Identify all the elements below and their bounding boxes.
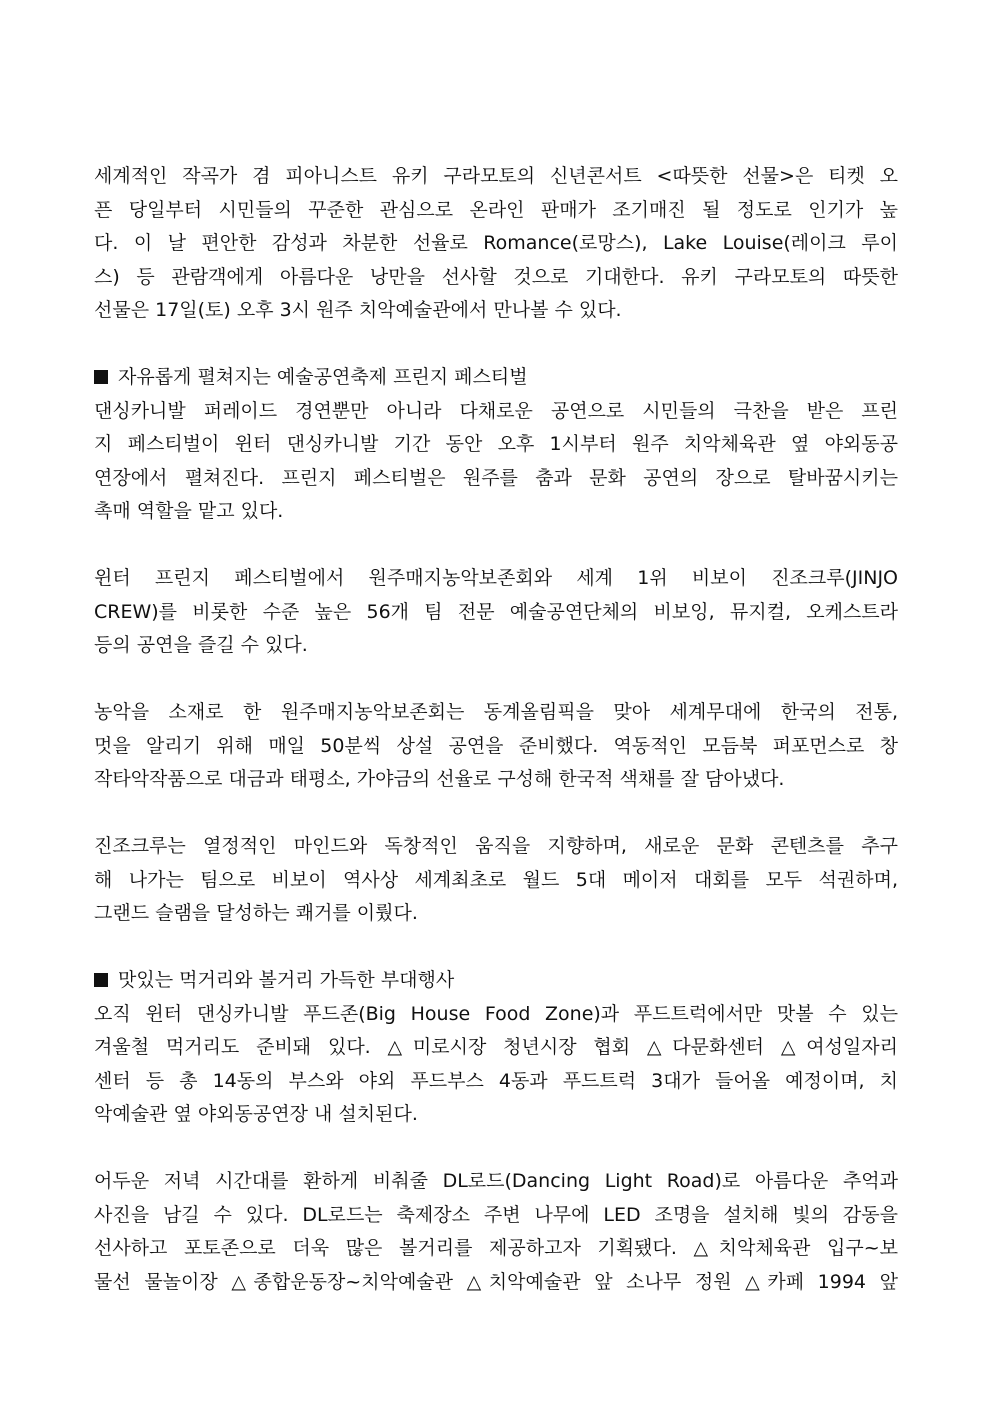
text-line: 선사하고 포토존으로 더욱 많은 볼거리를 제공하고자 기획됐다. △치악체육관 입구~보 (94, 1237, 898, 1259)
paragraph-spacer (94, 328, 898, 362)
paragraph-food-zone (94, 998, 898, 1132)
paragraph-spacer (94, 931, 898, 965)
text-line: CREW)를 비롯한 수준 높은 56개 팀 전문 예술공연단체의 비보잉, 뮤지컬, 오케스트라 (94, 600, 898, 623)
text-line: 센터 등 총 14동의 부스와 야외 푸드부스 4동과 푸드트럭 3대가 들어올 예정이며, 치 (94, 1069, 898, 1092)
text-line: 어두운 저녁 시간대를 환하게 비춰줄 DL로드(Dancing Light Road)로 아름다운 추억과 (94, 1170, 898, 1192)
paragraph-concert (94, 160, 898, 328)
text-line: 댄싱카니발 퍼레이드 경연뿐만 아니라 다채로운 공연으로 시민들의 극찬을 받은 프린 (94, 399, 898, 422)
text-line: 픈 당일부터 시민들의 꾸준한 관심으로 온라인 판매가 조기매진 될 정도로 인기가 높 (94, 198, 898, 221)
heading-text: 자유롭게 펼쳐지는 예술공연축제 프린지 페스티벌 (118, 366, 528, 388)
text-line: 오직 윈터 댄싱카니발 푸드존(Big House Food Zone)과 푸드트럭에서만 맛볼 수 있는 (94, 1002, 898, 1025)
text-line: 작타악작품으로 대금과 태평소, 가야금의 선율로 구성해 한국적 색채를 잘 담아냈다. (94, 768, 785, 790)
section-heading-food (94, 964, 898, 998)
text-line: 물선 물놀이장 △종합운동장~치악예술관 △치악예술관 앞 소나무 정원 △카페 1994 앞 (94, 1270, 898, 1293)
paragraph-spacer (94, 1132, 898, 1166)
paragraph-spacer (94, 797, 898, 831)
text-line: 사진을 남길 수 있다. DL로드는 축제장소 주변 나무에 LED 조명을 설치해 빛의 감동을 (94, 1203, 898, 1226)
text-line: 등의 공연을 즐길 수 있다. (94, 634, 308, 656)
paragraph-spacer (94, 663, 898, 697)
text-line: 윈터 프린지 페스티벌에서 원주매지농악보존회와 세계 1위 비보이 진조크루(JINJO (94, 567, 898, 589)
text-line: 악예술관 옆 야외동공연장 내 설치된다. (94, 1103, 418, 1125)
paragraph-fringe-festival (94, 395, 898, 529)
paragraph-nongak (94, 696, 898, 797)
text-line: 스) 등 관람객에게 아름다운 낭만을 선사할 것으로 기대한다. 유키 구라모토의 따뜻한 (94, 265, 898, 288)
text-line: 촉매 역할을 맡고 있다. (94, 500, 284, 522)
black-square-bullet-icon (94, 973, 108, 987)
heading-text: 맛있는 먹거리와 볼거리 가득한 부대행사 (118, 969, 455, 991)
text-line: 겨울철 먹거리도 준비돼 있다. △미로시장 청년시장 협회 △다문화센터 △여성일자리 (94, 1036, 898, 1058)
text-line: 세계적인 작곡가 겸 피아니스트 유키 구라모토의 신년콘서트 <따뜻한 선물>은 티켓 오 (94, 165, 898, 187)
text-line: 지 페스티벌이 윈터 댄싱카니발 기간 동안 오후 1시부터 원주 치악체육관 옆 야외동공 (94, 433, 898, 455)
paragraph-spacer (94, 529, 898, 563)
text-line: 연장에서 펼쳐진다. 프린지 페스티벌은 원주를 춤과 문화 공연의 장으로 탈바꿈시키는 (94, 466, 898, 489)
paragraph-dl-road (94, 1165, 898, 1299)
text-line: 농악을 소재로 한 원주매지농악보존회는 동계올림픽을 맞아 세계무대에 한국의 전통, (94, 701, 898, 723)
text-line: 진조크루는 열정적인 마인드와 독창적인 움직을 지향하며, 새로운 문화 콘텐츠를 추구 (94, 835, 898, 857)
section-heading-fringe (94, 361, 898, 395)
text-line: 해 나가는 팀으로 비보이 역사상 세계최초로 월드 5대 메이저 대회를 모두 석권하며, (94, 868, 898, 891)
paragraph-jinjo-crew (94, 830, 898, 931)
black-square-bullet-icon (94, 370, 108, 384)
text-line: 멋을 알리기 위해 매일 50분씩 상설 공연을 준비했다. 역동적인 모듬북 퍼포먼스로 창 (94, 734, 898, 757)
text-line: 그랜드 슬램을 달성하는 쾌거를 이뤘다. (94, 902, 418, 924)
text-line: 다. 이 날 편안한 감성과 차분한 선율로 Romance(로망스), Lake Louise(레이크 루이 (94, 232, 898, 254)
text-line: 선물은 17일(토) 오후 3시 원주 치악예술관에서 만나볼 수 있다. (94, 299, 622, 321)
document-page (94, 160, 898, 1299)
paragraph-winter-fringe (94, 562, 898, 663)
